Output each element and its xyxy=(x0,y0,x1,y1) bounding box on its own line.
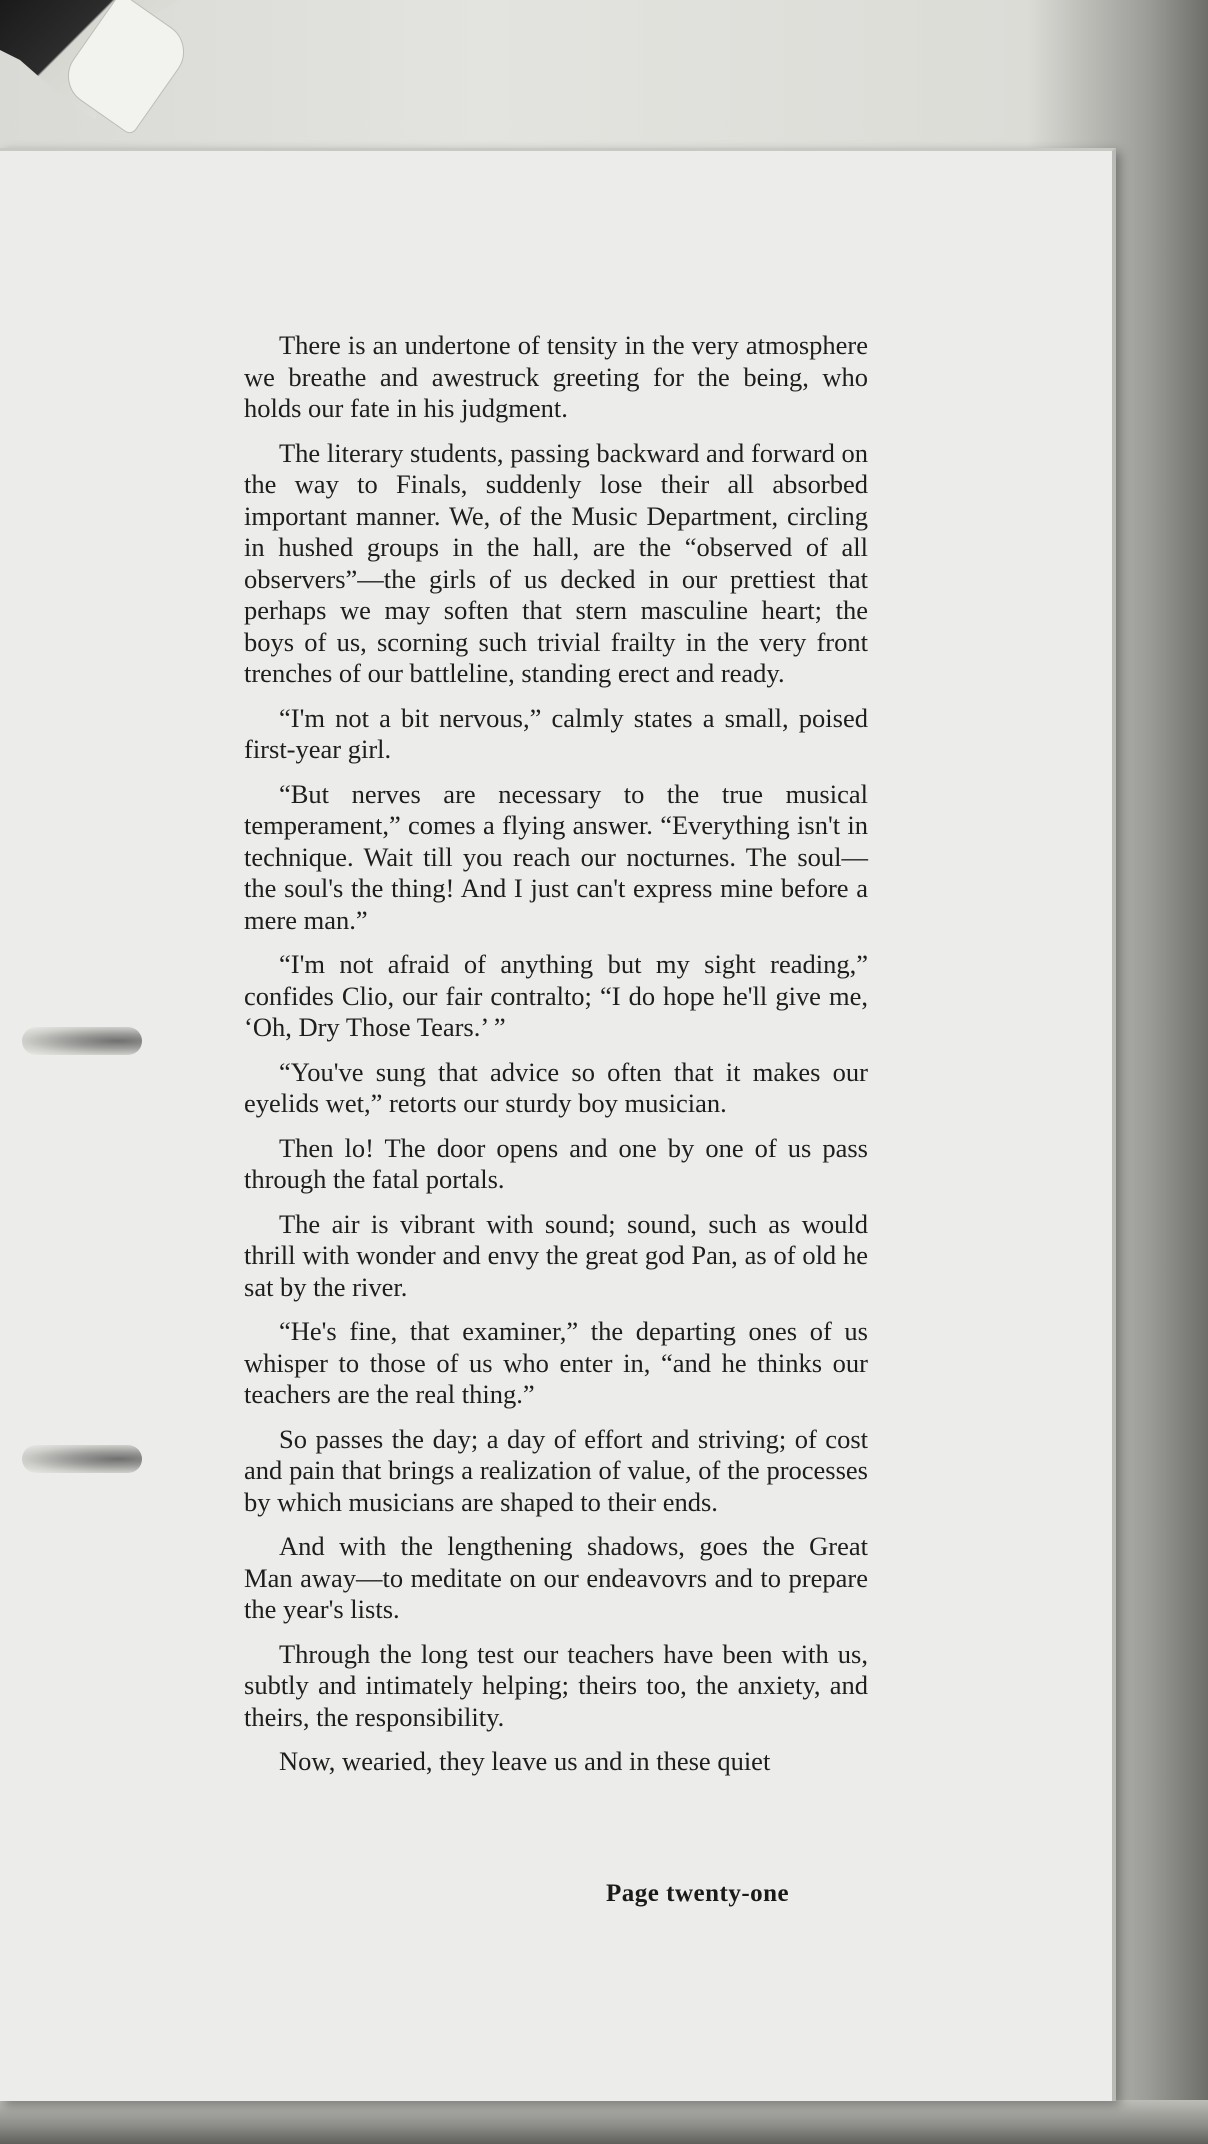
paragraph: “I'm not a bit nervous,” calmly states a small, poised first-year girl. xyxy=(244,702,868,764)
scan-bottom-edge xyxy=(0,2100,1208,2144)
paragraph: Through the long test our teachers have been with us, subtly and intimately helping; theirs too, the anxiety, and theirs, the responsibility. xyxy=(244,1638,868,1732)
paragraph: And with the lengthening shadows, goes the Great Man away—to meditate on our endeavovrs and to prepare the year's lists. xyxy=(244,1531,868,1624)
paragraph: Then lo! The door opens and one by one of us pass through the fatal portals. xyxy=(244,1132,868,1194)
paragraph: “He's fine, that examiner,” the departing ones of us whisper to those of us who enter in, “and he thinks our teachers are the real thing.” xyxy=(244,1316,868,1409)
paragraph: “But nerves are necessary to the true musical temperament,” comes a flying answer. “Everything isn't in technique. Wait till you reach our nocturnes. The soul—the soul's the thing! And I just can't express mine before a mere man.” xyxy=(244,778,868,935)
paragraph: The literary students, passing backward and forward on the way to Finals, suddenly lose their all absorbed important manner. We, of the Music Department, circling in hushed groups in the hall, are the “observed of all observers”—the girls of us decked in our prettiest that perhaps we may soften that stern masculine heart; the boys of us, scorning such trivial frailty in the very front trenches of our battleline, standing erect and ready. xyxy=(244,437,868,688)
page-number: Page twenty-one xyxy=(606,1880,790,1907)
binding-hole xyxy=(22,1445,142,1473)
binding-hole xyxy=(22,1027,142,1055)
paragraph: So passes the day; a day of effort and striving; of cost and pain that brings a realization of value, of the processes by which musicians are shaped to their ends. xyxy=(244,1423,868,1517)
paragraph: “I'm not afraid of anything but my sight reading,” confides Clio, our fair contralto; “I do hope he'll give me, ‘Oh, Dry Those Tears.’ ” xyxy=(244,949,868,1042)
paragraph: Now, wearied, they leave us and in these quiet xyxy=(279,1746,771,1776)
paragraph: The air is vibrant with sound; sound, such as would thrill with wonder and envy the great god Pan, as of old he sat by the river. xyxy=(244,1208,868,1302)
paragraph: There is an undertone of tensity in the very atmosphere we breathe and awestruck greeting for the being, who holds our fate in his judgment. xyxy=(244,330,868,423)
paragraph: “You've sung that advice so often that it makes our eyelids wet,” retorts our sturdy boy musician. xyxy=(244,1056,868,1118)
body-text xyxy=(244,330,868,1791)
